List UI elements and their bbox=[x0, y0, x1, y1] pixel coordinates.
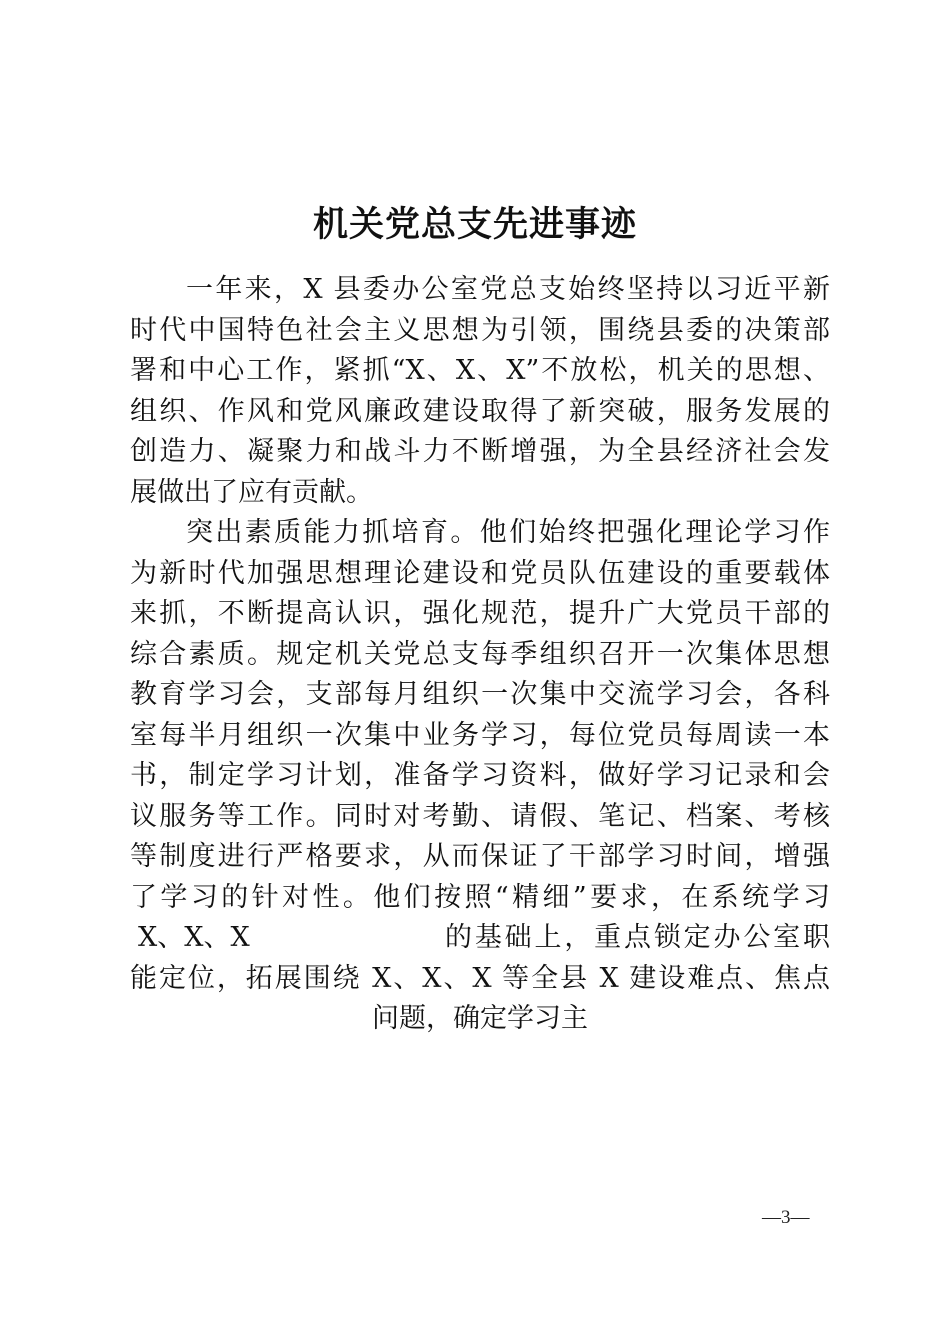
paragraph-2-last-line: 问题，确定学习主 bbox=[372, 1003, 588, 1034]
paragraph-1-line: 组织、作风和党风廉政建设取得了新突破，服务发展的 bbox=[130, 395, 830, 427]
paragraph-1-line: 署和中心工作，紧抓“X、X、X”不放松，机关的思想、 bbox=[130, 355, 830, 386]
split-line-right-text: 的基础上，重点锁定办公室职 bbox=[445, 922, 830, 953]
paragraph-2-line: 了学习的针对性。他们按照“精细”要求，在系统学习 bbox=[130, 881, 830, 913]
paragraph-2-line: 等制度进行严格要求，从而保证了干部学习时间，增强 bbox=[130, 841, 830, 872]
page-number: —3— bbox=[762, 1207, 810, 1228]
paragraph-2-line: 议服务等工作。同时对考勤、请假、笔记、档案、考核 bbox=[130, 800, 830, 832]
paragraph-1-line: 一年来，X 县委办公室党总支始终坚持以习近平新 bbox=[186, 274, 830, 305]
paragraph-2-line: 来抓，不断提高认识，强化规范，提升广大党员干部的 bbox=[130, 598, 830, 629]
paragraph-2-line: 书，制定学习计划，准备学习资料，做好学习记录和会 bbox=[130, 760, 830, 791]
paragraph-1-line: 时代中国特色社会主义思想为引领，围绕县委的决策部 bbox=[130, 314, 830, 346]
paragraph-2-line: 能定位，拓展围绕 X、X、X 等全县 X 建设难点、焦点 bbox=[130, 962, 830, 994]
paragraph-1-line: 创造力、凝聚力和战斗力不断增强，为全县经济社会发 bbox=[130, 436, 830, 467]
paragraph-2-line: 为新时代加强思想理论建设和党员队伍建设的重要载体 bbox=[130, 557, 830, 589]
paragraph-2-line: 突出素质能力抓培育。他们始终把强化理论学习作 bbox=[186, 517, 830, 548]
paragraph-2-line: 综合素质。规定机关党总支每季组织召开一次集体思想 bbox=[130, 638, 830, 670]
document-title: 机关党总支先进事迹 bbox=[312, 204, 637, 245]
split-line-left-text: X、X、X bbox=[138, 922, 250, 953]
paragraph-1-line: 展做出了应有贡献。 bbox=[130, 476, 373, 508]
paragraph-2-line: 室每半月组织一次集中业务学习，每位党员每周读一本 bbox=[130, 719, 830, 751]
paragraph-2-line: 教育学习会，支部每月组织一次集中交流学习会，各科 bbox=[130, 679, 830, 710]
paragraph-2-split-line bbox=[130, 918, 830, 959]
document-body bbox=[130, 270, 830, 1040]
